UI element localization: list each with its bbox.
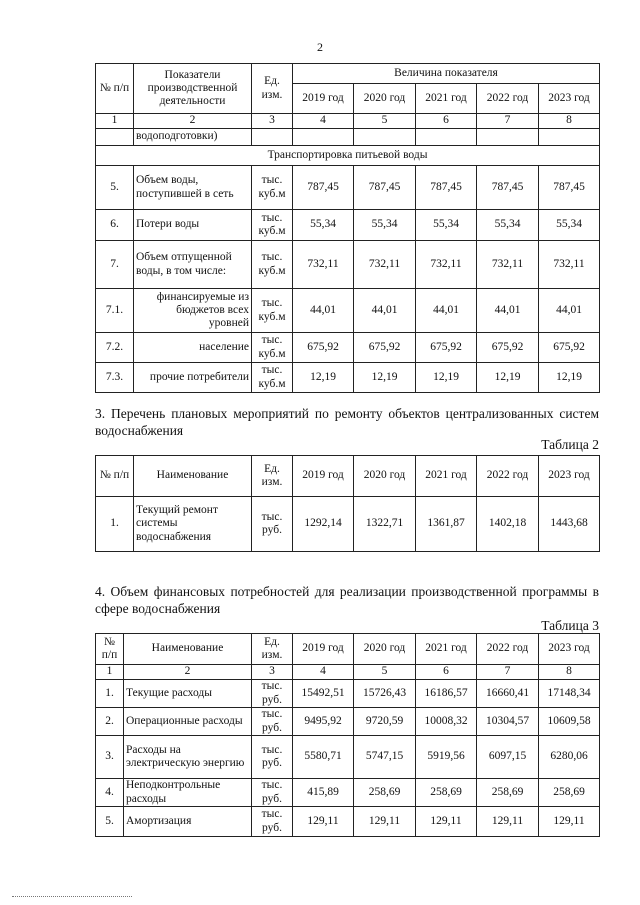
table-row: [96, 333, 600, 363]
section-title: Транспортировка питьевой воды: [96, 146, 600, 166]
index-cell: 3: [252, 114, 293, 129]
value-cell: 5580,71: [293, 736, 354, 779]
row-num: 1.: [96, 497, 134, 552]
value-cell: 17148,34: [539, 680, 600, 708]
row-name: Амортизация: [124, 807, 252, 837]
row-unit: тыс. руб.: [252, 680, 293, 708]
value-cell: 10304,57: [477, 708, 539, 736]
header-year: 2019 год: [293, 456, 354, 497]
value-cell: 9495,92: [293, 708, 354, 736]
row-num: 7.2.: [96, 333, 134, 363]
header-year: 2019 год: [293, 84, 354, 114]
header-year: 2022 год: [477, 634, 539, 665]
table-row: [96, 680, 600, 708]
header-year: 2023 год: [539, 456, 600, 497]
header-year: 2021 год: [416, 634, 477, 665]
header-year: 2022 год: [477, 456, 539, 497]
empty-cell: [293, 129, 354, 146]
value-cell: 732,11: [293, 241, 354, 289]
index-cell: 5: [354, 665, 416, 680]
index-cell: 4: [293, 114, 354, 129]
value-cell: 55,34: [539, 210, 600, 241]
row-num: 5.: [96, 807, 124, 837]
row-name: Неподконтрольные расходы: [124, 779, 252, 807]
table-row: [96, 708, 600, 736]
footer-line: [12, 896, 132, 897]
value-cell: 129,11: [416, 807, 477, 837]
table-row: [96, 241, 600, 289]
table-row: [96, 289, 600, 333]
value-cell: 732,11: [477, 241, 539, 289]
value-cell: 9720,59: [354, 708, 416, 736]
index-cell: 7: [477, 665, 539, 680]
value-cell: 732,11: [354, 241, 416, 289]
value-cell: 1402,18: [477, 497, 539, 552]
header-num: № п/п: [96, 64, 134, 114]
row-num: 7.1.: [96, 289, 134, 333]
production-indicators-table: [95, 63, 600, 393]
empty-cell: [96, 129, 134, 146]
row-name: Потери воды: [134, 210, 252, 241]
header-unit: Ед. изм.: [252, 634, 293, 665]
value-cell: 16186,57: [416, 680, 477, 708]
row-num: 4.: [96, 779, 124, 807]
empty-cell: [354, 129, 416, 146]
row-unit: тыс. куб.м: [252, 210, 293, 241]
header-year: 2020 год: [354, 634, 416, 665]
row-unit: тыс. куб.м: [252, 166, 293, 210]
value-cell: 12,19: [539, 363, 600, 393]
index-cell: 7: [477, 114, 539, 129]
value-cell: 5747,15: [354, 736, 416, 779]
value-cell: 1443,68: [539, 497, 600, 552]
header-unit: Ед. изм.: [252, 64, 293, 114]
row-name: Расходы на электрическую энергию: [124, 736, 252, 779]
header-num: № п/п: [96, 456, 134, 497]
row-unit: тыс. руб.: [252, 807, 293, 837]
index-cell: 8: [539, 665, 600, 680]
value-cell: 787,45: [539, 166, 600, 210]
value-cell: 12,19: [477, 363, 539, 393]
value-cell: 415,89: [293, 779, 354, 807]
index-cell: 3: [252, 665, 293, 680]
value-cell: 732,11: [416, 241, 477, 289]
header-unit: Ед. изм.: [252, 456, 293, 497]
section-4-heading: 4. Объем финансовых потребностей для реализации производственной программы в сфере водоснабжения: [95, 584, 599, 616]
table-row: [96, 736, 600, 779]
row-unit: тыс. куб.м: [252, 363, 293, 393]
value-cell: 129,11: [293, 807, 354, 837]
value-cell: 44,01: [477, 289, 539, 333]
table-row: [96, 497, 600, 552]
index-cell: 6: [416, 665, 477, 680]
row-name: Объем воды, поступившей в сеть: [134, 166, 252, 210]
value-cell: 12,19: [416, 363, 477, 393]
header-year: 2022 год: [477, 84, 539, 114]
value-cell: 787,45: [354, 166, 416, 210]
value-cell: 44,01: [354, 289, 416, 333]
index-cell: 2: [134, 114, 252, 129]
row-name: Текущий ремонт системы водоснабжения: [134, 497, 252, 552]
header-indicator: Показатели производственной деятельности: [134, 64, 252, 114]
empty-cell: [477, 129, 539, 146]
value-cell: 55,34: [416, 210, 477, 241]
value-cell: 787,45: [293, 166, 354, 210]
value-cell: 129,11: [477, 807, 539, 837]
value-cell: 44,01: [416, 289, 477, 333]
value-cell: 787,45: [416, 166, 477, 210]
value-cell: 129,11: [539, 807, 600, 837]
header-num: № п/п: [96, 634, 124, 665]
header-name: Наименование: [134, 456, 252, 497]
index-cell: 4: [293, 665, 354, 680]
value-cell: 6097,15: [477, 736, 539, 779]
value-cell: 16660,41: [477, 680, 539, 708]
value-cell: 6280,06: [539, 736, 600, 779]
value-cell: 258,69: [477, 779, 539, 807]
row-unit: тыс. куб.м: [252, 333, 293, 363]
value-cell: 675,92: [477, 333, 539, 363]
header-year: 2020 год: [354, 84, 416, 114]
header-name: Наименование: [124, 634, 252, 665]
value-cell: 5919,56: [416, 736, 477, 779]
header-year: 2023 год: [539, 84, 600, 114]
header-year: 2021 год: [416, 456, 477, 497]
value-cell: 10008,32: [416, 708, 477, 736]
value-cell: 129,11: [354, 807, 416, 837]
row-num: 7.3.: [96, 363, 134, 393]
index-cell: 5: [354, 114, 416, 129]
value-cell: 1322,71: [354, 497, 416, 552]
row-name: Операционные расходы: [124, 708, 252, 736]
value-cell: 258,69: [416, 779, 477, 807]
table-row: [96, 779, 600, 807]
empty-cell: [416, 129, 477, 146]
value-cell: 258,69: [354, 779, 416, 807]
row-unit: тыс. куб.м: [252, 289, 293, 333]
row-num: 5.: [96, 166, 134, 210]
row-num: 2.: [96, 708, 124, 736]
header-year: 2023 год: [539, 634, 600, 665]
section-3-heading: 3. Перечень плановых мероприятий по ремонту объектов централизованных систем водоснабжения: [95, 406, 599, 438]
value-cell: 55,34: [293, 210, 354, 241]
value-cell: 258,69: [539, 779, 600, 807]
row-name: население: [134, 333, 252, 363]
table-row: [96, 210, 600, 241]
row-unit: тыс. руб.: [252, 736, 293, 779]
row-num: 1.: [96, 680, 124, 708]
value-cell: 15726,43: [354, 680, 416, 708]
empty-cell: [252, 129, 293, 146]
table-row: [96, 807, 600, 837]
table-row: [96, 166, 600, 210]
value-cell: 787,45: [477, 166, 539, 210]
row-unit: тыс. руб.: [252, 779, 293, 807]
value-cell: 12,19: [293, 363, 354, 393]
row-num: 7.: [96, 241, 134, 289]
row-num: 6.: [96, 210, 134, 241]
empty-cell: [539, 129, 600, 146]
value-cell: 675,92: [539, 333, 600, 363]
header-year: 2020 год: [354, 456, 416, 497]
header-year: 2019 год: [293, 634, 354, 665]
value-cell: 732,11: [539, 241, 600, 289]
value-cell: 12,19: [354, 363, 416, 393]
row-name: Текущие расходы: [124, 680, 252, 708]
continuation-text: водоподготовки): [134, 129, 252, 146]
value-cell: 55,34: [354, 210, 416, 241]
financial-needs-table: [95, 633, 600, 837]
table-3-caption: Таблица 3: [541, 618, 599, 633]
index-cell: 6: [416, 114, 477, 129]
row-unit: тыс. руб.: [252, 708, 293, 736]
index-cell: 8: [539, 114, 600, 129]
page-number: 2: [317, 40, 323, 54]
row-num: 3.: [96, 736, 124, 779]
repair-measures-table: [95, 455, 600, 552]
table-row: [96, 363, 600, 393]
value-cell: 10609,58: [539, 708, 600, 736]
index-cell: 1: [96, 665, 124, 680]
value-cell: 1361,87: [416, 497, 477, 552]
value-cell: 675,92: [416, 333, 477, 363]
header-value-group: Величина показателя: [293, 64, 600, 84]
row-unit: тыс. куб.м: [252, 241, 293, 289]
value-cell: 15492,51: [293, 680, 354, 708]
header-year: 2021 год: [416, 84, 477, 114]
index-cell: 1: [96, 114, 134, 129]
row-name: финансируемые из бюджетов всех уровней: [134, 289, 252, 333]
table-2-caption: Таблица 2: [541, 437, 599, 452]
value-cell: 675,92: [293, 333, 354, 363]
row-name: прочие потребители: [134, 363, 252, 393]
index-cell: 2: [124, 665, 252, 680]
row-name: Объем отпущенной воды, в том числе:: [134, 241, 252, 289]
value-cell: 1292,14: [293, 497, 354, 552]
value-cell: 44,01: [539, 289, 600, 333]
value-cell: 55,34: [477, 210, 539, 241]
row-unit: тыс. руб.: [252, 497, 293, 552]
value-cell: 44,01: [293, 289, 354, 333]
value-cell: 675,92: [354, 333, 416, 363]
